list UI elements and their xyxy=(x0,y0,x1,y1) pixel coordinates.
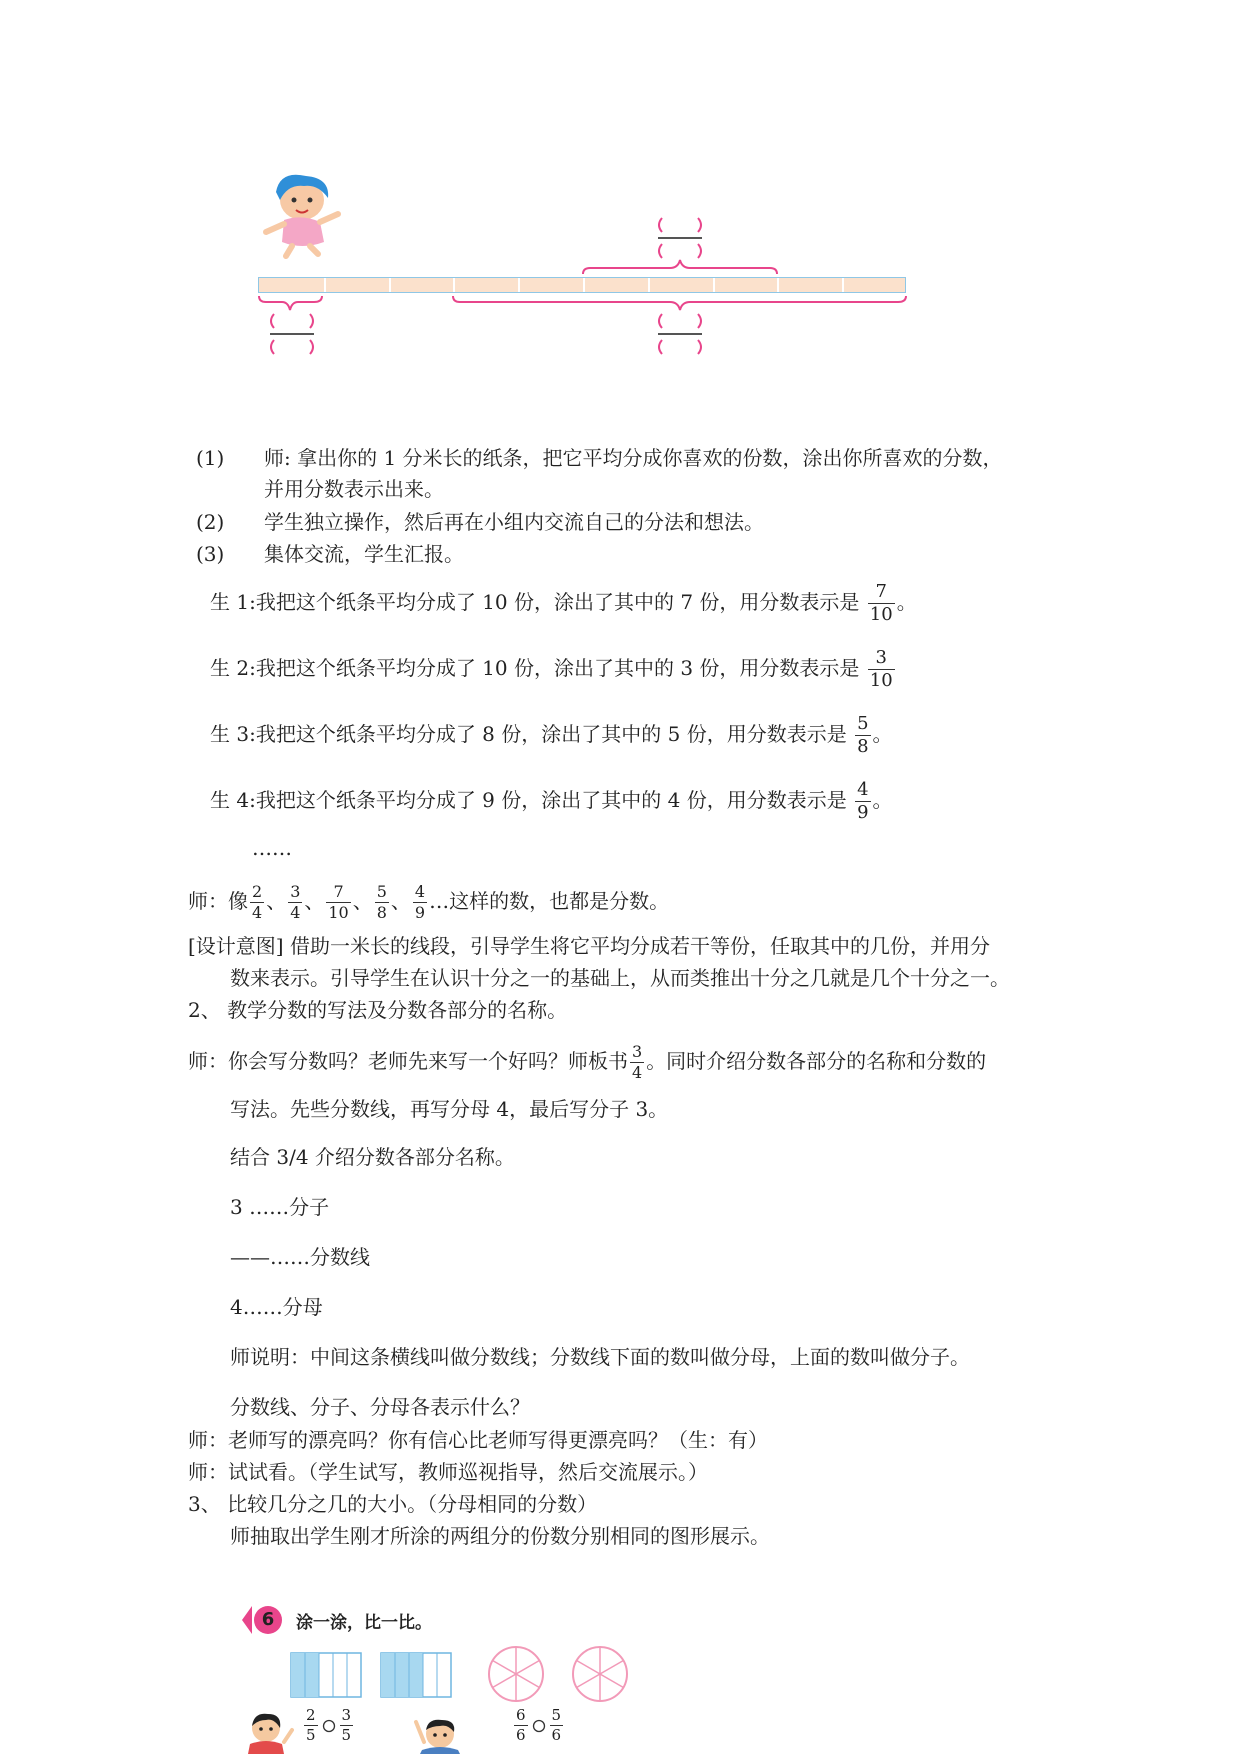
exercise-title: 涂一涂，比一比。 xyxy=(296,1613,432,1633)
fraction: $\frac{5}{8}$ xyxy=(376,882,387,922)
fraction: $\frac{3}{10}$ xyxy=(869,647,893,691)
boy-girl-kids-icon xyxy=(240,1712,294,1754)
fraction: $\frac{2}{5}$ xyxy=(306,1706,316,1744)
sixths-circle-a xyxy=(486,1644,546,1704)
parts-intro: 结合 3/4 介绍分数各部分名称。 xyxy=(230,1145,515,1169)
fraction: $\frac{5}{8}$ xyxy=(857,713,869,757)
step-number: (3) xyxy=(196,542,225,566)
fifths-bar-b xyxy=(380,1652,452,1698)
fraction: $\frac{7}{10}$ xyxy=(328,882,349,922)
report-text: 生 4:我把这个纸条平均分成了 9 份，涂出了其中的 4 份，用分数表示是 xyxy=(210,788,847,812)
ellipsis: …… xyxy=(252,836,292,860)
step-number: (2) xyxy=(196,510,225,534)
section-2-heading: 2、 教学分数的写法及分数各部分的名称。 xyxy=(188,998,568,1022)
exercise-figure xyxy=(240,1604,660,1754)
teacher-writes-line: 师：你会写分数吗？老师先来写一个好吗？师板书 $\frac{3}{4}$ 。同时介绍分数各部分的名称和分数的 xyxy=(188,1042,987,1082)
teacher-writes-line-2: 写法。先些分数线，再写分母 4，最后写分子 3。 xyxy=(230,1097,669,1121)
part-fraction-line: ——……分数线 xyxy=(230,1245,370,1269)
step-number: (1) xyxy=(196,446,225,470)
fraction: $\frac{3}{4}$ xyxy=(290,882,301,922)
fraction: $\frac{4}{9}$ xyxy=(414,882,426,922)
report-text: 生 2:我把这个纸条平均分成了 10 份，涂出了其中的 3 份，用分数表示是 xyxy=(210,656,860,680)
boy-kid-icon xyxy=(410,1716,466,1754)
student-report-2 xyxy=(210,646,897,690)
design-intent-line-1: [设计意图] 借助一米长的线段，引导学生将它平均分成若干等份，任取其中的几份，并用分 xyxy=(188,934,990,958)
fraction: $\frac{4}{9}$ xyxy=(857,779,869,823)
step-1 xyxy=(196,444,1003,472)
compare-pair-1 xyxy=(302,1708,355,1743)
student-report-3: 生 3:我把这个纸条平均分成了 8 份，涂出了其中的 5 份，用分数表示是 $\frac{5}{8}$ 。 xyxy=(210,713,893,757)
step-1-cont: 并用分数表示出来。 xyxy=(264,477,444,501)
part-numerator: 3 ……分子 xyxy=(230,1195,330,1219)
report-text: 生 3:我把这个纸条平均分成了 8 份，涂出了其中的 5 份，用分数表示是 xyxy=(210,722,847,746)
blank-fraction-right xyxy=(652,310,708,358)
step-3 xyxy=(196,540,464,568)
fraction: $\frac{2}{4}$ xyxy=(252,882,263,922)
step-2 xyxy=(196,508,764,536)
blank-fraction-left xyxy=(264,310,320,358)
teacher-like-line: 师：像 $\frac{2}{4}$ 、 $\frac{3}{4}$ 、 $\frac{7}{10}$ 、 $\frac{5}{8}$ 、 $\frac{4}{9}$ …这样的数，也都是分数。 xyxy=(188,882,670,922)
exercise-badge-number: 6 xyxy=(261,1609,275,1630)
step-text: 学生独立操作，然后再在小组内交流自己的分法和想法。 xyxy=(264,510,764,534)
fifths-bar-a xyxy=(290,1652,362,1698)
section-3-heading: 3、 比较几分之几的大小。（分母相同的分数） xyxy=(188,1492,598,1516)
sixths-circle-b xyxy=(570,1644,630,1704)
teacher-line-2: 师：试试看。（学生试写，教师巡视指导，然后交流展示。） xyxy=(188,1460,708,1484)
fraction: $\frac{5}{6}$ xyxy=(551,1706,562,1744)
teacher-line-1: 师：老师写的漂亮吗？你有信心比老师写得更漂亮吗？（生：有） xyxy=(188,1428,768,1452)
step-text: 师: 拿出你的 1 分米长的纸条，把它平均分成你喜欢的份数，涂出你所喜欢的分数， xyxy=(264,446,1003,470)
step-text: 集体交流，学生汇报。 xyxy=(264,542,464,566)
question: 分数线、分子、分母各表示什么？ xyxy=(230,1395,530,1419)
part-denominator: 4……分母 xyxy=(230,1295,323,1319)
compare-circle-blank[interactable] xyxy=(322,1719,336,1733)
section-3-description: 师抽取出学生刚才所涂的两组分的份数分别相同的图形展示。 xyxy=(230,1524,770,1548)
fraction-strip-figure xyxy=(250,160,930,370)
fraction-three-quarters: $\frac{3}{4}$ xyxy=(632,1042,643,1082)
braces-overlay xyxy=(250,160,930,370)
compare-pair-2 xyxy=(512,1708,565,1743)
blank-fraction-top xyxy=(652,214,708,262)
report-text: 生 1:我把这个纸条平均分成了 10 份，涂出了其中的 7 份，用分数表示是 xyxy=(210,590,860,614)
student-report-4: 生 4:我把这个纸条平均分成了 9 份，涂出了其中的 4 份，用分数表示是 $\frac{4}{9}$ 。 xyxy=(210,779,893,823)
compare-circle-blank[interactable] xyxy=(532,1719,546,1733)
student-report-1: 生 1:我把这个纸条平均分成了 10 份，涂出了其中的 7 份，用分数表示是 $\frac{7}{10}$ 。 xyxy=(210,581,917,625)
fraction: $\frac{3}{5}$ xyxy=(341,1706,352,1744)
design-intent-line-2: 数来表示。引导学生在认识十分之一的基础上，从而类推出十分之几就是几个十分之一。 xyxy=(230,966,1010,990)
fraction: $\frac{6}{6}$ xyxy=(516,1706,526,1744)
teacher-explain: 师说明：中间这条横线叫做分数线；分数线下面的数叫做分母，上面的数叫做分子。 xyxy=(230,1345,970,1369)
fraction: $\frac{7}{10}$ xyxy=(869,581,893,625)
